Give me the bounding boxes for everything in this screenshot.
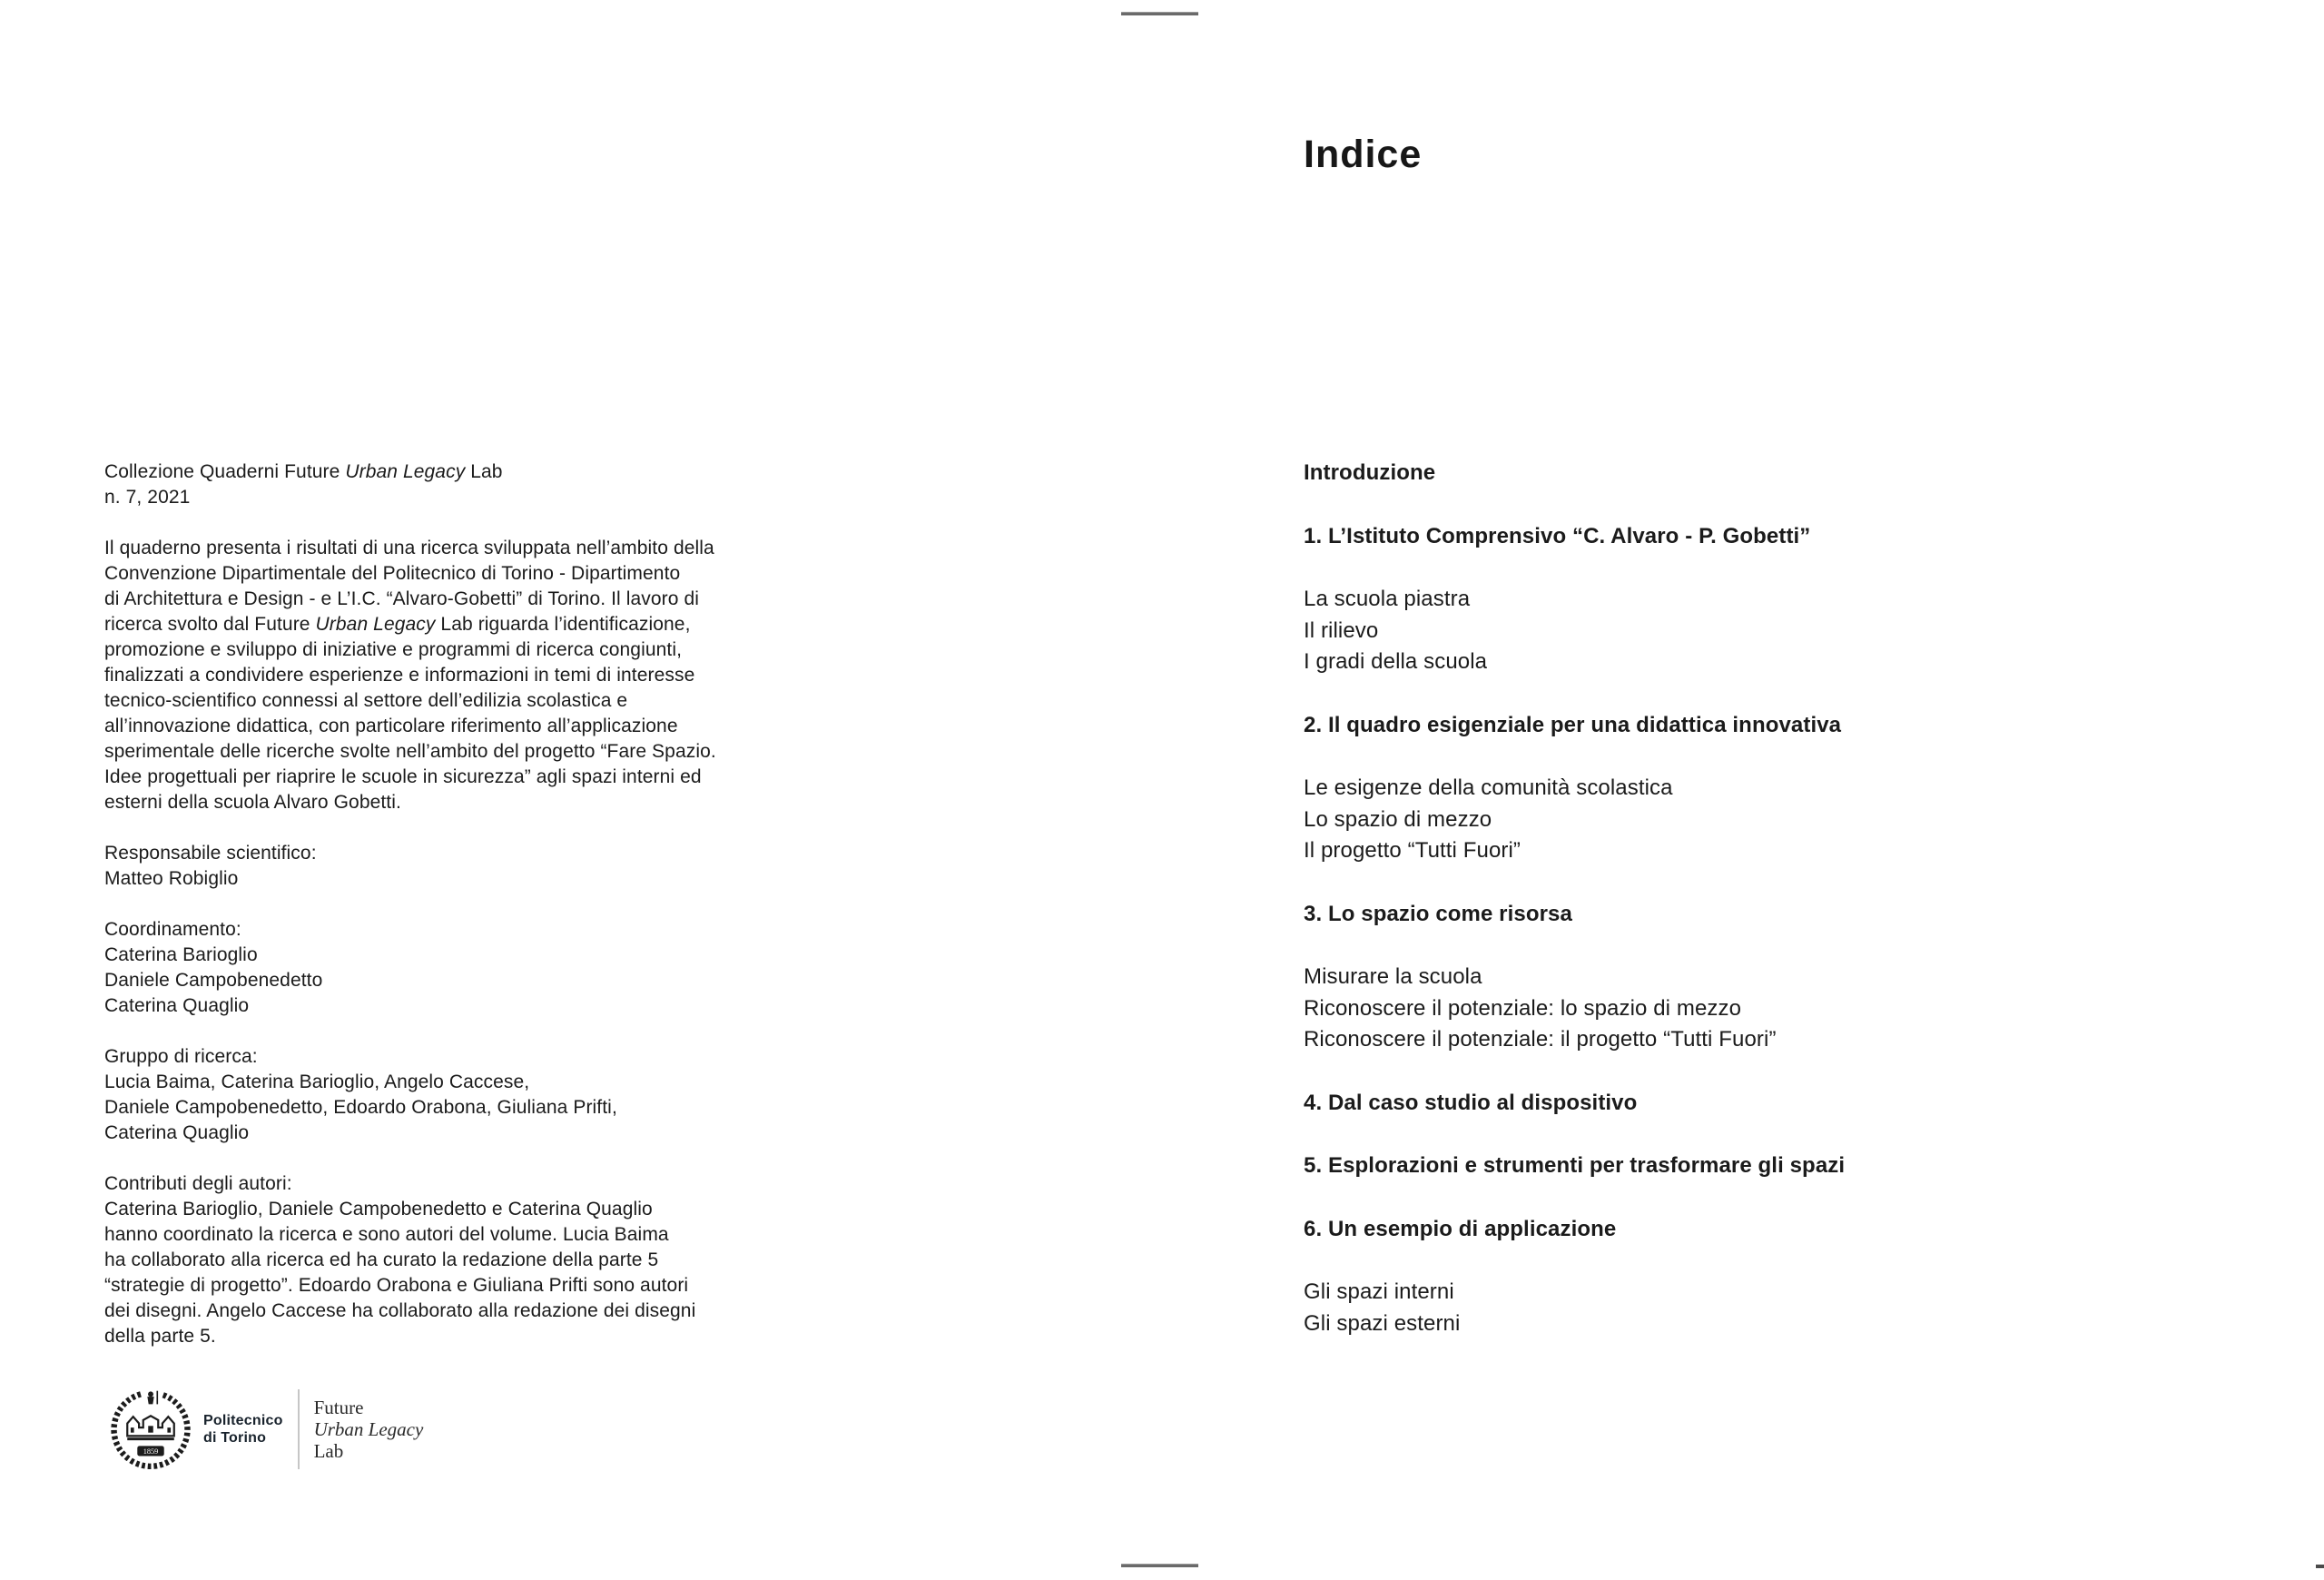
abstract-paragraph	[104, 536, 849, 815]
abstract-line: all’innovazione didattica, con particolare riferimento all’applicazione	[104, 716, 678, 736]
abstract-line: tecnico-scientifico connessi al settore dell’edilizia scolastica e	[104, 690, 628, 711]
credit-line: Daniele Campobenedetto	[104, 970, 323, 991]
credit-line: “strategie di progetto”. Edoardo Orabona e Giuliana Prifti sono autori	[104, 1275, 689, 1296]
credit-line: Lucia Baima, Caterina Barioglio, Angelo Caccese,	[104, 1071, 530, 1092]
lab-name-line: Urban Legacy	[313, 1418, 424, 1440]
institution-name	[203, 1412, 283, 1447]
credit-line: Daniele Campobenedetto, Edoardo Orabona, Giuliana Prifti,	[104, 1097, 617, 1118]
credit-line: Caterina Quaglio	[104, 1122, 250, 1143]
lab-name	[314, 1397, 424, 1462]
toc-item: Le esigenze della comunità scolastica	[1304, 775, 1673, 800]
credit-line: della parte 5.	[104, 1326, 216, 1347]
toc-item: Riconoscere il potenziale: lo spazio di mezzo	[1304, 995, 1742, 1021]
toc-item: Misurare la scuola	[1304, 964, 1482, 989]
toc-item: 1. L’Istituto Comprensivo “C. Alvaro - P. Gobetti”	[1304, 523, 1811, 548]
abstract-line: promozione e sviluppo di iniziative e programmi di ricerca congiunti,	[104, 639, 683, 660]
toc-item: Gli spazi esterni	[1304, 1310, 1461, 1336]
toc-item: 5. Esplorazioni e strumenti per trasformare gli spazi	[1304, 1153, 1846, 1178]
toc-item: Il progetto “Tutti Fuori”	[1304, 838, 1521, 863]
publisher-logo	[109, 1387, 423, 1471]
colophon-page	[104, 459, 849, 1349]
scientific-lead	[104, 841, 849, 892]
toc-item: Introduzione	[1304, 460, 1436, 485]
institution-name-line: Politecnico	[203, 1413, 283, 1428]
toc-item: Lo spazio di mezzo	[1304, 806, 1492, 832]
toc-item: Il rilievo	[1304, 617, 1379, 643]
credit-line: Gruppo di ricerca:	[104, 1046, 258, 1067]
abstract-line: finalizzati a condividere esperienze e informazioni in temi di interesse	[104, 665, 695, 686]
corner-mark	[2316, 1565, 2324, 1568]
credit-line: dei disegni. Angelo Caccese ha collaborato alla redazione dei disegni	[104, 1300, 696, 1321]
lab-name-line: Lab	[313, 1440, 344, 1462]
page-title: Indice	[1304, 133, 1423, 176]
toc-item: La scuola piastra	[1304, 587, 1471, 611]
toc-item: 6. Un esempio di applicazione	[1304, 1216, 1617, 1241]
abstract-line: di Architettura e Design - e L’I.C. “Alvaro-Gobetti” di Torino. Il lavoro di	[104, 588, 700, 609]
credit-line: Caterina Quaglio	[104, 995, 250, 1016]
abstract-line: Convenzione Dipartimentale del Politecnico di Torino - Dipartimento	[104, 563, 681, 584]
toc-item: I gradi della scuola	[1304, 649, 1488, 674]
research-group-credits	[104, 1044, 849, 1146]
abstract-line: sperimentale delle ricerche svolte nell’ambito del progetto “Fare Spazio.	[104, 741, 716, 762]
credit-line: hanno coordinato la ricerca e sono autori del volume. Lucia Baima	[104, 1224, 669, 1245]
lab-name-line: Future	[313, 1397, 364, 1418]
credit-line: Caterina Barioglio	[104, 944, 258, 965]
abstract-line: Idee progettuali per riaprire le scuole in sicurezza” agli spazi interni ed	[104, 766, 702, 787]
coordination-credits	[104, 917, 849, 1019]
credit-line: Responsabile scientifico:	[104, 843, 317, 864]
toc-item: Gli spazi interni	[1304, 1279, 1454, 1304]
abstract-line: ricerca svolto dal Future Urban Legacy Lab riguarda l’identificazione,	[104, 614, 691, 635]
abstract-line: esterni della scuola Alvaro Gobetti.	[104, 792, 401, 813]
seal-year: 1859	[143, 1447, 159, 1457]
collection-line: n. 7, 2021	[104, 487, 191, 508]
politecnico-seal-icon	[109, 1387, 192, 1471]
abstract-line: Il quaderno presenta i risultati di una ricerca sviluppata nell’ambito della	[104, 538, 714, 558]
institution-name-line: di Torino	[203, 1430, 267, 1446]
credit-line: Caterina Barioglio, Daniele Campobenedetto e Caterina Quaglio	[104, 1199, 653, 1220]
logo-divider	[298, 1389, 300, 1469]
table-of-contents	[1304, 458, 2030, 1339]
toc-item: 3. Lo spazio come risorsa	[1304, 901, 1572, 926]
toc-item: Riconoscere il potenziale: il progetto “Tutti Fuori”	[1304, 1027, 1777, 1052]
toc-item: 4. Dal caso studio al dispositivo	[1304, 1090, 1638, 1115]
author-contributions	[104, 1171, 849, 1349]
credit-line: Coordinamento:	[104, 919, 241, 940]
fold-mark-bottom	[1121, 1564, 1198, 1567]
collection-info	[104, 459, 849, 510]
collection-line: Collezione Quaderni Future Urban Legacy Lab	[104, 461, 503, 482]
credit-line: Matteo Robiglio	[104, 868, 239, 889]
fold-mark-top	[1121, 12, 1198, 15]
toc-item: 2. Il quadro esigenziale per una didattica innovativa	[1304, 712, 1842, 737]
credit-line: ha collaborato alla ricerca ed ha curato la redazione della parte 5	[104, 1249, 659, 1270]
credit-line: Contributi degli autori:	[104, 1173, 292, 1194]
